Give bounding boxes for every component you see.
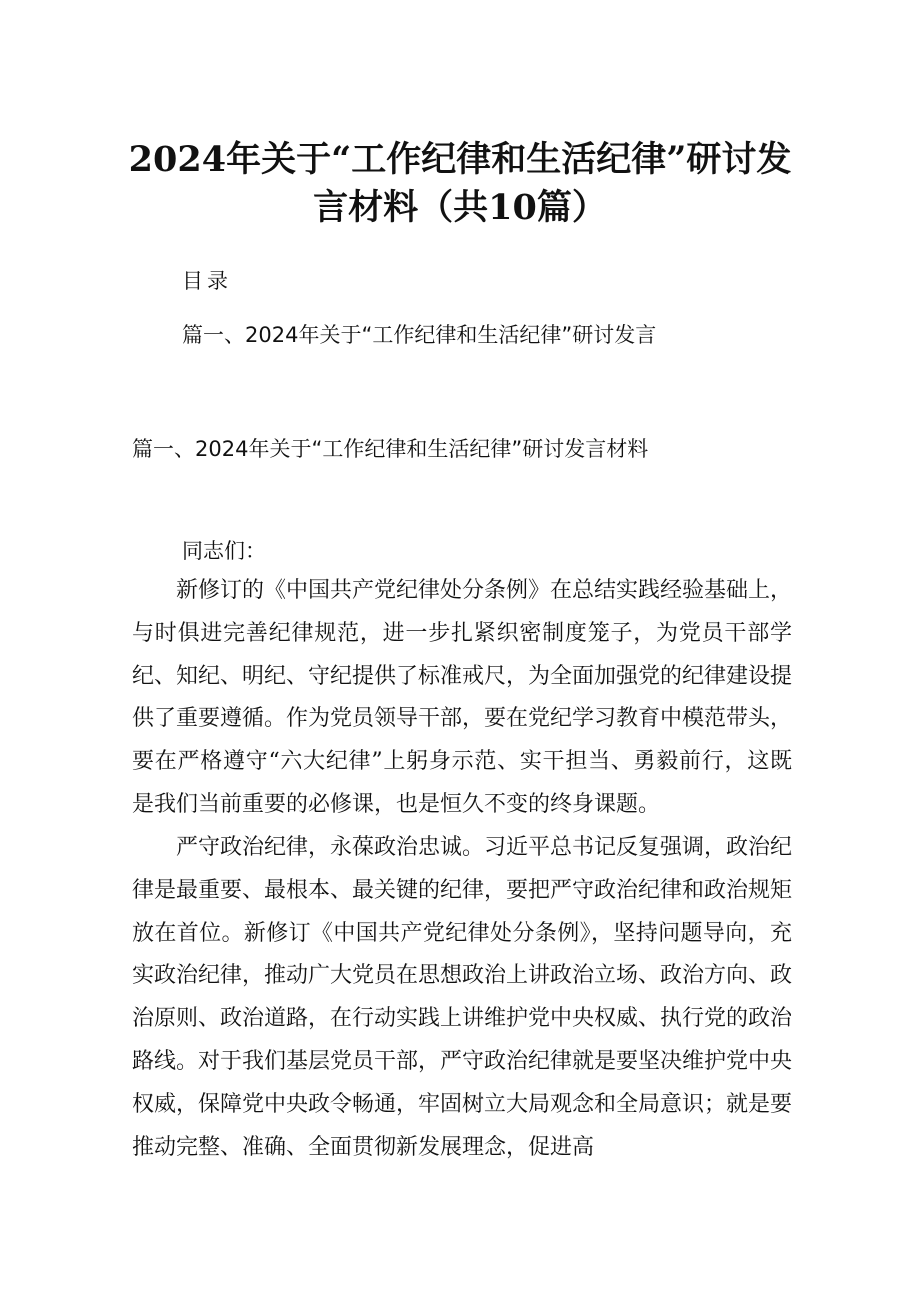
body-paragraph: 新修订的《中国共产党纪律处分条例》在总结实践经验基础上，与时俱进完善纪律规范，进一步扎紧织密制度笼子，为党员干部学纪、知纪、明纪、守纪提供了标准戒尺，为全面加强党的纪律建设提供了重要遵循。作为党员领导干部，要在党纪学习教育中模范带头，要在严格遵守“六大纪律”上躬身示范、实干担当、勇毅前行，这既是我们当前重要的必修课，也是恒久不变的终身课题。 [132, 578, 793, 817]
document-title [100, 136, 820, 232]
toc-label: 目录 [182, 269, 232, 293]
title-line-2: 言材料（共10篇） [313, 187, 607, 228]
body-paragraph: 严守政治纪律，永葆政治忠诚。习近平总书记反复强调，政治纪律是最重要、最根本、最关键的纪律，要把严守政治纪律和政治规矩放在首位。新修订《中国共产党纪律处分条例》，坚持问题导向，充实政治纪律，推动广大党员在思想政治上讲政治立场、政治方向、政治原则、政治道路，在行动实践上讲维护党中央权威、执行党的政治路线。对于我们基层党员干部，严守政治纪律就是要坚决维护党中央权威，保障党中央政令畅通，牢固树立大局观念和全局意识；就是要推动完整、准确、全面贯彻新发展理念，促进高 [132, 835, 793, 1160]
title-line-1: 2024年关于“工作纪律和生活纪律”研讨发 [128, 139, 792, 180]
section-heading: 篇一、2024年关于“工作纪律和生活纪律”研讨发言材料 [132, 437, 649, 461]
toc-item[interactable]: 篇一、2024年关于“工作纪律和生活纪律”研讨发言 [182, 323, 657, 347]
salutation: 同志们： [182, 539, 266, 563]
